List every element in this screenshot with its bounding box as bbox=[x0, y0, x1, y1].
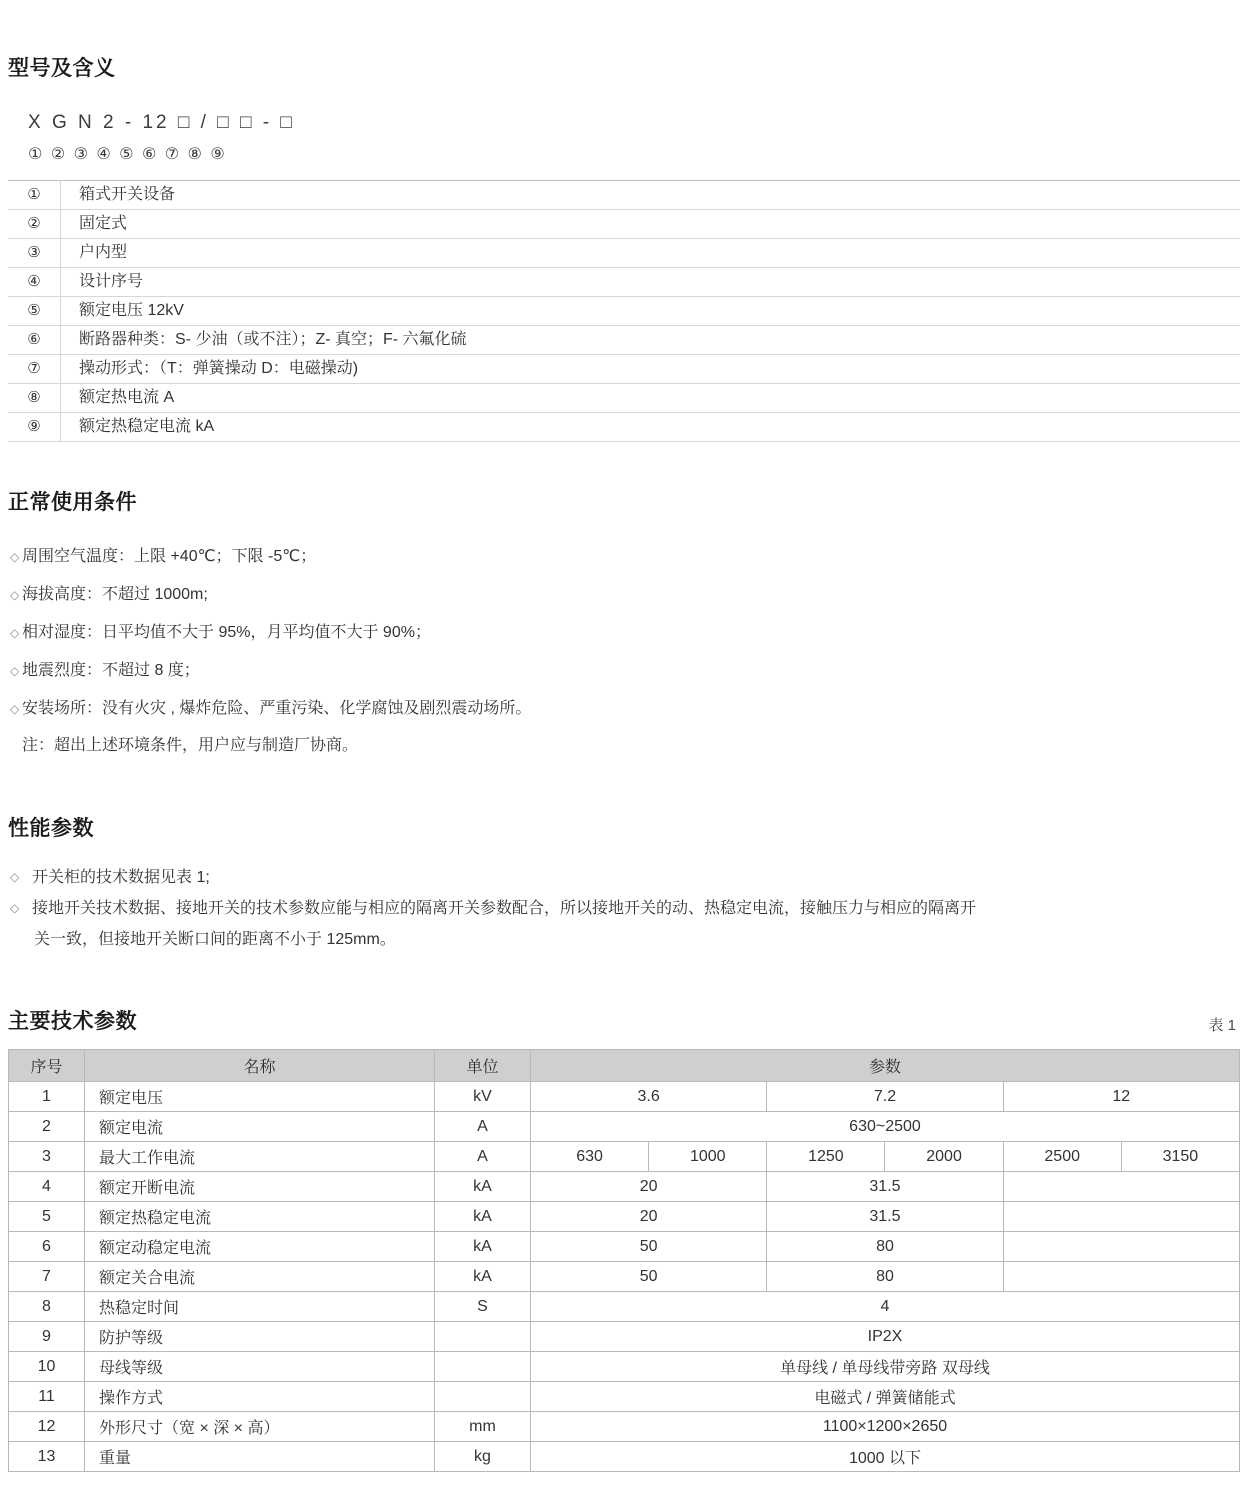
legend-row bbox=[8, 413, 1240, 442]
table-row bbox=[9, 1352, 1240, 1382]
legend-index: ⑤ bbox=[8, 297, 61, 326]
page-title-conditions: 正常使用条件 bbox=[8, 491, 137, 514]
legend-index: ⑧ bbox=[8, 384, 61, 413]
model-number-line: ① ② ③ ④ ⑤ ⑥ ⑦ ⑧ ⑨ bbox=[28, 146, 227, 163]
cell-unit bbox=[435, 1382, 531, 1412]
table-row bbox=[9, 1202, 1240, 1232]
table-row bbox=[9, 1442, 1240, 1472]
cell-name: 额定开断电流 bbox=[85, 1172, 435, 1202]
page-title-params: 主要技术参数 bbox=[8, 1010, 137, 1033]
conditions-note: 注：超出上述环境条件，用户应与制造厂协商。 bbox=[22, 737, 359, 754]
cell-name: 重量 bbox=[85, 1442, 435, 1472]
cell-value: 630 bbox=[531, 1142, 649, 1172]
legend-text: 设计序号 bbox=[61, 268, 1241, 297]
model-legend-body bbox=[8, 181, 1240, 442]
diamond-bullet-icon: ◇ bbox=[10, 901, 20, 915]
performance-text bbox=[32, 893, 1240, 955]
legend-row bbox=[8, 355, 1240, 384]
cell-unit: kA bbox=[435, 1172, 531, 1202]
cell-value: 50 bbox=[531, 1262, 767, 1292]
cell-unit bbox=[435, 1322, 531, 1352]
legend-text: 断路器种类：S- 少油（或不注）；Z- 真空；F- 六氟化硫 bbox=[61, 326, 1241, 355]
legend-text: 固定式 bbox=[61, 210, 1241, 239]
legend-index: ① bbox=[8, 181, 61, 210]
cell-no: 13 bbox=[9, 1442, 85, 1472]
cell-name: 热稳定时间 bbox=[85, 1292, 435, 1322]
condition-text: 周围空气温度：上限 +40℃；下限 -5℃； bbox=[22, 548, 317, 565]
cell-name: 额定关合电流 bbox=[85, 1262, 435, 1292]
cell-no: 1 bbox=[9, 1082, 85, 1112]
cell-no: 12 bbox=[9, 1412, 85, 1442]
cell-unit: A bbox=[435, 1142, 531, 1172]
diamond-bullet-icon: ◇ bbox=[10, 626, 20, 640]
legend-text: 额定电压 12kV bbox=[61, 297, 1241, 326]
col-header-no: 序号 bbox=[9, 1050, 85, 1082]
table-row bbox=[9, 1382, 1240, 1412]
params-table-head bbox=[9, 1050, 1240, 1082]
params-header-row bbox=[8, 1005, 1240, 1035]
condition-text: 海拔高度：不超过 1000m; bbox=[22, 586, 208, 603]
performance-section bbox=[8, 812, 1240, 955]
condition-item bbox=[8, 614, 1240, 652]
cell-unit: kV bbox=[435, 1082, 531, 1112]
cell-unit: kA bbox=[435, 1202, 531, 1232]
cell-value: 4 bbox=[531, 1292, 1240, 1322]
cell-name: 最大工作电流 bbox=[85, 1142, 435, 1172]
table-row bbox=[9, 1262, 1240, 1292]
cell-value: 3150 bbox=[1121, 1142, 1239, 1172]
cell-no: 6 bbox=[9, 1232, 85, 1262]
cell-name: 额定电压 bbox=[85, 1082, 435, 1112]
cell-no: 3 bbox=[9, 1142, 85, 1172]
cell-value: 1000 bbox=[649, 1142, 767, 1172]
diamond-bullet-icon: ◇ bbox=[10, 588, 20, 602]
cell-value bbox=[1003, 1202, 1239, 1232]
condition-text: 安装场所：没有火灾 , 爆炸危险、严重污染、化学腐蚀及剧烈震动场所。 bbox=[22, 700, 532, 717]
performance-text-line1: 开关柜的技术数据见表 1; bbox=[32, 869, 210, 886]
cell-value: 31.5 bbox=[767, 1202, 1003, 1232]
model-code-line: X G N 2 - 12 □ / □ □ - □ bbox=[28, 112, 295, 133]
legend-index: ③ bbox=[8, 239, 61, 268]
cell-unit: A bbox=[435, 1112, 531, 1142]
params-table-body bbox=[9, 1082, 1240, 1472]
legend-row bbox=[8, 326, 1240, 355]
cell-value: 电磁式 / 弹簧储能式 bbox=[531, 1382, 1240, 1412]
condition-item bbox=[8, 690, 1240, 728]
condition-text: 相对湿度：日平均值不大于 95%，月平均值不大于 90%； bbox=[22, 624, 431, 641]
cell-unit: kA bbox=[435, 1232, 531, 1262]
legend-index: ⑥ bbox=[8, 326, 61, 355]
cell-unit: kg bbox=[435, 1442, 531, 1472]
cell-value bbox=[1003, 1262, 1239, 1292]
cell-value: 630~2500 bbox=[531, 1112, 1240, 1142]
cell-unit bbox=[435, 1352, 531, 1382]
col-header-unit: 单位 bbox=[435, 1050, 531, 1082]
performance-text-line1: 接地开关技术数据、接地开关的技术参数应能与相应的隔离开关参数配合，所以接地开关的动、热稳定电流，接触压力与相应的隔离开 bbox=[32, 900, 977, 917]
cell-value: 80 bbox=[767, 1232, 1003, 1262]
legend-row bbox=[8, 384, 1240, 413]
performance-item bbox=[8, 862, 1240, 893]
legend-row bbox=[8, 268, 1240, 297]
legend-text: 户内型 bbox=[61, 239, 1241, 268]
cell-value: 2000 bbox=[885, 1142, 1003, 1172]
legend-text: 额定热稳定电流 kA bbox=[61, 413, 1241, 442]
model-legend-table bbox=[8, 180, 1240, 442]
cell-value: IP2X bbox=[531, 1322, 1240, 1352]
table-row bbox=[9, 1292, 1240, 1322]
cell-unit: S bbox=[435, 1292, 531, 1322]
col-header-name: 名称 bbox=[85, 1050, 435, 1082]
cell-no: 5 bbox=[9, 1202, 85, 1232]
legend-index: ② bbox=[8, 210, 61, 239]
cell-no: 11 bbox=[9, 1382, 85, 1412]
cell-no: 2 bbox=[9, 1112, 85, 1142]
diamond-bullet-icon: ◇ bbox=[10, 870, 20, 884]
table-header-row bbox=[9, 1050, 1240, 1082]
cell-no: 7 bbox=[9, 1262, 85, 1292]
cell-no: 10 bbox=[9, 1352, 85, 1382]
table-row bbox=[9, 1082, 1240, 1112]
diamond-bullet-icon: ◇ bbox=[10, 664, 20, 678]
cell-value: 80 bbox=[767, 1262, 1003, 1292]
cell-unit: mm bbox=[435, 1412, 531, 1442]
main-params-table bbox=[8, 1049, 1240, 1472]
legend-row bbox=[8, 297, 1240, 326]
legend-row bbox=[8, 210, 1240, 239]
model-section bbox=[8, 52, 1240, 442]
cell-value: 单母线 / 单母线带旁路 双母线 bbox=[531, 1352, 1240, 1382]
cell-value bbox=[1003, 1172, 1239, 1202]
performance-text-line2: 关一致，但接地开关断口间的距离不小于 125mm。 bbox=[34, 931, 396, 948]
condition-text: 地震烈度：不超过 8 度； bbox=[22, 662, 200, 679]
cell-value: 1000 以下 bbox=[531, 1442, 1240, 1472]
table-row bbox=[9, 1142, 1240, 1172]
document-page bbox=[0, 52, 1250, 1492]
conditions-section bbox=[8, 486, 1240, 764]
performance-text bbox=[32, 862, 1240, 893]
condition-item bbox=[8, 576, 1240, 614]
cell-name: 母线等级 bbox=[85, 1352, 435, 1382]
cell-value: 50 bbox=[531, 1232, 767, 1262]
cell-value: 2500 bbox=[1003, 1142, 1121, 1172]
page-title-performance: 性能参数 bbox=[8, 817, 94, 840]
table-row bbox=[9, 1232, 1240, 1262]
legend-row bbox=[8, 181, 1240, 210]
legend-index: ⑦ bbox=[8, 355, 61, 384]
cell-name: 防护等级 bbox=[85, 1322, 435, 1352]
page-title-model: 型号及含义 bbox=[8, 57, 116, 80]
table-caption: 表 1 bbox=[1208, 1017, 1236, 1034]
cell-value: 7.2 bbox=[767, 1082, 1003, 1112]
cell-name: 额定电流 bbox=[85, 1112, 435, 1142]
cell-value: 20 bbox=[531, 1172, 767, 1202]
legend-text: 操动形式：（T：弹簧操动 D：电磁操动) bbox=[61, 355, 1241, 384]
legend-index: ⑨ bbox=[8, 413, 61, 442]
cell-value: 1250 bbox=[767, 1142, 885, 1172]
cell-value: 20 bbox=[531, 1202, 767, 1232]
performance-item bbox=[8, 893, 1240, 955]
params-section bbox=[8, 1005, 1240, 1472]
legend-index: ④ bbox=[8, 268, 61, 297]
cell-name: 额定动稳定电流 bbox=[85, 1232, 435, 1262]
diamond-bullet-icon: ◇ bbox=[10, 550, 20, 564]
cell-value: 31.5 bbox=[767, 1172, 1003, 1202]
col-header-value: 参数 bbox=[531, 1050, 1240, 1082]
table-row bbox=[9, 1112, 1240, 1142]
cell-value bbox=[1003, 1232, 1239, 1262]
cell-no: 8 bbox=[9, 1292, 85, 1322]
condition-item bbox=[8, 652, 1240, 690]
cell-no: 9 bbox=[9, 1322, 85, 1352]
legend-text: 额定热电流 A bbox=[61, 384, 1241, 413]
cell-name: 额定热稳定电流 bbox=[85, 1202, 435, 1232]
cell-value: 3.6 bbox=[531, 1082, 767, 1112]
table-row bbox=[9, 1322, 1240, 1352]
condition-item bbox=[8, 538, 1240, 576]
cell-name: 外形尺寸（宽 × 深 × 高） bbox=[85, 1412, 435, 1442]
legend-text: 箱式开关设备 bbox=[61, 181, 1241, 210]
cell-value: 12 bbox=[1003, 1082, 1239, 1112]
performance-list bbox=[8, 862, 1240, 955]
legend-row bbox=[8, 239, 1240, 268]
diamond-bullet-icon: ◇ bbox=[10, 702, 20, 716]
cell-no: 4 bbox=[9, 1172, 85, 1202]
table-row bbox=[9, 1172, 1240, 1202]
table-row bbox=[9, 1412, 1240, 1442]
cell-name: 操作方式 bbox=[85, 1382, 435, 1412]
conditions-list bbox=[8, 538, 1240, 728]
cell-unit: kA bbox=[435, 1262, 531, 1292]
cell-value: 1100×1200×2650 bbox=[531, 1412, 1240, 1442]
